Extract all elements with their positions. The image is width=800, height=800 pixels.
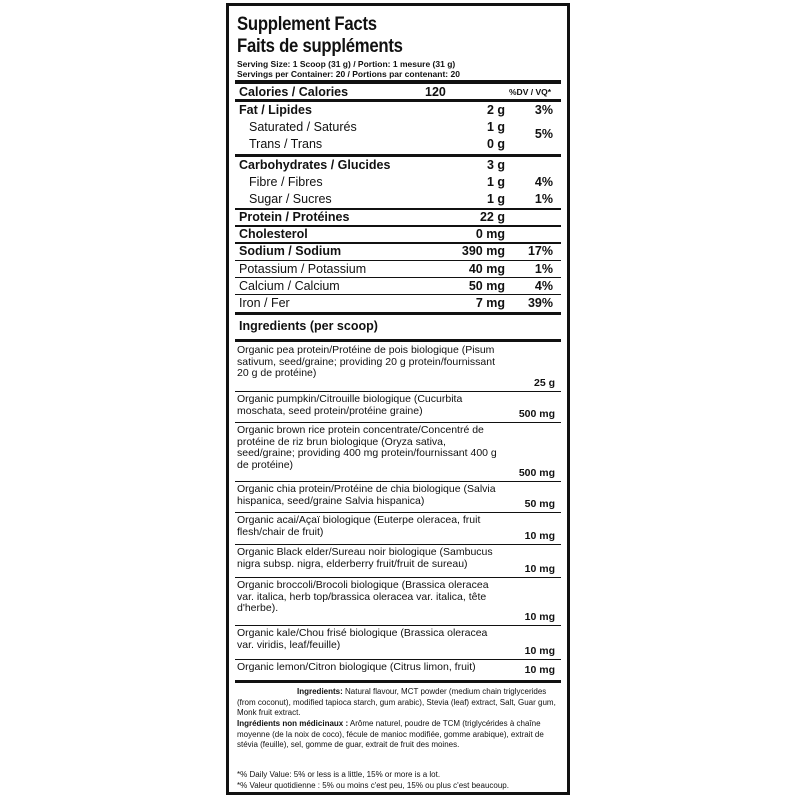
nutrient-amount: 50 mg bbox=[468, 279, 505, 293]
other-ingredients bbox=[237, 687, 563, 719]
thick-rule bbox=[235, 99, 561, 102]
ingredient-text: Organic lemon/Citron biologique (Citrus limon, fruit) bbox=[237, 661, 476, 673]
calories-value: 120 bbox=[425, 85, 446, 99]
ingredient-text: Organic broccoli/Brocoli biologique (Brassica oleracea var. italica, herb top/brassica oleracea var. italica, tête d'herbe). bbox=[237, 579, 492, 614]
calories-label: Calories / Calories bbox=[239, 85, 349, 99]
nutrient-amount: 1 g bbox=[486, 192, 505, 206]
nutrient-amount: 390 mg bbox=[461, 244, 505, 258]
nutrient-label: Calcium / Calcium bbox=[239, 279, 340, 293]
nutrient-amount: 3 g bbox=[486, 158, 505, 172]
ingredient-text: Organic acai/Açaï biologique (Euterpe oleracea, fruit flesh/chair de fruit) bbox=[237, 514, 484, 538]
ingredient-text: Organic chia protein/Protéine de chia biologique (Salvia hispanica, seed/graine Salvia hispanica) bbox=[237, 483, 499, 507]
nutrient-label: Protein / Protéines bbox=[239, 210, 350, 224]
ingredient-amount: 10 mg bbox=[524, 610, 555, 623]
ingredient-item bbox=[235, 578, 561, 626]
nutrient-dv: 1% bbox=[534, 262, 553, 276]
non-medicinal-label: Ingrédients non médicinaux : bbox=[237, 719, 349, 728]
nutrient-dv: 4% bbox=[534, 279, 553, 293]
non-medicinal-ingredients bbox=[237, 719, 563, 751]
ingredient-text: Organic brown rice protein concentrate/Concentré de protéine de riz brun biologique (Oryza sativa, seed/graine; providing 400 mg protein/fournissant 400 g de protéine) bbox=[237, 424, 500, 471]
ingredient-amount: 10 mg bbox=[524, 663, 555, 676]
rule bbox=[235, 260, 561, 261]
nutrient-label: Cholesterol bbox=[239, 227, 308, 241]
other-ingredients-label: Ingredients: bbox=[297, 687, 343, 696]
ingredient-text: Organic Black elder/Sureau noir biologique (Sambucus nigra subsp. nigra, elderberry fruit/fruit de sureau) bbox=[237, 546, 496, 570]
ingredient-text: Organic kale/Chou frisé biologique (Brassica oleracea var. viridis, leaf/feuille) bbox=[237, 627, 491, 651]
nutrient-amount: 0 g bbox=[486, 137, 505, 151]
ingredient-text: Organic pumpkin/Citrouille biologique (Cucurbita moschata, seed protein/protéine graine) bbox=[237, 393, 466, 417]
nutrient-dv: 17% bbox=[527, 244, 553, 258]
ingredient-amount: 500 mg bbox=[518, 466, 555, 479]
ingredient-item bbox=[235, 482, 561, 513]
rule bbox=[235, 294, 561, 295]
ingredient-amount: 10 mg bbox=[524, 562, 555, 575]
nutrient-dv: 5% bbox=[534, 127, 553, 141]
nutrient-amount: 1 g bbox=[486, 120, 505, 134]
thick-rule bbox=[235, 680, 561, 683]
ingredient-amount: 10 mg bbox=[524, 529, 555, 542]
nutrient-amount: 0 mg bbox=[475, 227, 505, 241]
nutrient-amount: 2 g bbox=[486, 103, 505, 117]
nutrient-label: Fat / Lipides bbox=[239, 103, 312, 117]
nutrient-amount: 7 mg bbox=[475, 296, 505, 310]
dv-header: %DV / VQ* bbox=[509, 87, 552, 97]
servings-per-container: Servings per Container: 20 / Portions par contenant: 20 bbox=[237, 69, 460, 79]
nutrient-label: Trans / Trans bbox=[249, 137, 323, 151]
title-french: Faits de suppléments bbox=[237, 36, 403, 57]
ingredient-amount: 10 mg bbox=[524, 644, 555, 657]
nutrient-amount: 1 g bbox=[486, 175, 505, 189]
ingredient-item bbox=[235, 343, 561, 392]
nutrient-dv: 1% bbox=[534, 192, 553, 206]
ingredient-item bbox=[235, 626, 561, 660]
serving-size: Serving Size: 1 Scoop (31 g) / Portion: 1 mesure (31 g) bbox=[237, 59, 456, 69]
nutrient-dv: 4% bbox=[534, 175, 553, 189]
nutrient-amount: 40 mg bbox=[468, 262, 505, 276]
nutrient-label: Sodium / Sodium bbox=[239, 244, 342, 258]
thick-rule bbox=[235, 312, 561, 315]
ingredient-item bbox=[235, 545, 561, 578]
ingredient-item bbox=[235, 660, 561, 678]
nutrient-label: Potassium / Potassium bbox=[239, 262, 367, 276]
nutrient-amount: 22 g bbox=[479, 210, 505, 224]
ingredients-header: Ingredients (per scoop) bbox=[239, 319, 378, 333]
nutrient-label: Sugar / Sucres bbox=[249, 192, 332, 206]
nutrient-label: Carbohydrates / Glucides bbox=[239, 158, 391, 172]
title-english: Supplement Facts bbox=[237, 14, 377, 35]
rule bbox=[235, 154, 561, 157]
nutrient-label: Fibre / Fibres bbox=[249, 175, 323, 189]
thick-rule bbox=[235, 339, 561, 342]
nutrient-label: Iron / Fer bbox=[239, 296, 290, 310]
dv-note-french: *% Valeur quotidienne : 5% ou moins c'est peu, 15% ou plus c'est beaucoup. bbox=[237, 781, 509, 790]
ingredient-item bbox=[235, 423, 561, 482]
non-medicinal-text: Arôme naturel, poudre de TCM (triglycérides à chaîne moyenne (de la noix de coco), fécule de manioc modifiée, gomme arabique), extrait de stévia (feuille), sel, gomme de guar, extrait de fruit des moines. bbox=[237, 719, 547, 749]
ingredient-amount: 50 mg bbox=[524, 497, 555, 510]
nutrient-dv: 39% bbox=[527, 296, 553, 310]
other-ingredients-text: Natural flavour, MCT powder (medium chain triglycerides (from coconut), modified tapioca starch, gum arabic), Stevia (leaf) extract, Salt, Guar gum, Monk fruit extract. bbox=[237, 687, 559, 717]
ingredient-text: Organic pea protein/Protéine de pois biologique (Pisum sativum, seed/graine; providing 20 g protein/fournissant 20 g de protéine) bbox=[237, 344, 498, 379]
ingredient-amount: 500 mg bbox=[518, 407, 555, 420]
nutrient-label: Saturated / Saturés bbox=[249, 120, 357, 134]
thick-rule bbox=[235, 80, 561, 84]
ingredient-item bbox=[235, 392, 561, 423]
rule bbox=[235, 277, 561, 278]
dv-note-english: *% Daily Value: 5% or less is a little, 15% or more is a lot. bbox=[237, 770, 441, 779]
ingredient-amount: 25 g bbox=[533, 376, 555, 389]
nutrient-dv: 3% bbox=[534, 103, 553, 117]
ingredient-item bbox=[235, 513, 561, 545]
supplement-facts-panel bbox=[226, 3, 570, 795]
